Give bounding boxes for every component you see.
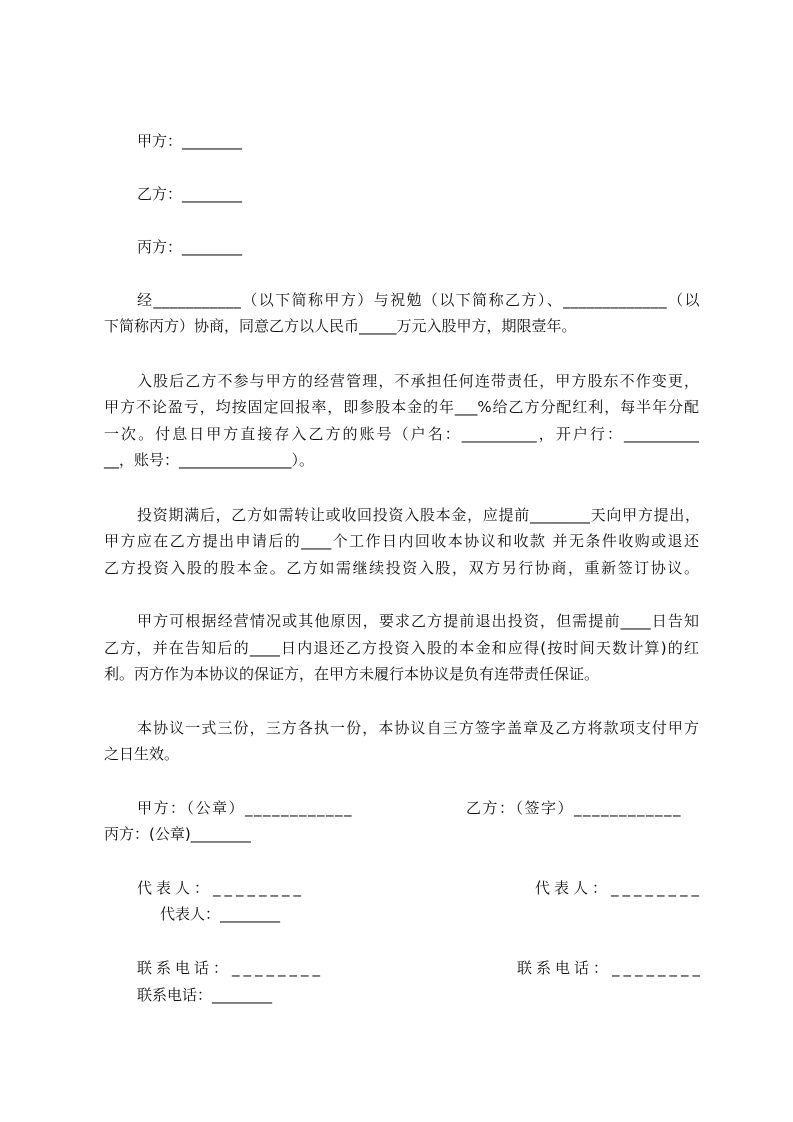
party-b-line: 乙方：________ xyxy=(137,185,243,203)
para2-line3: 一次。付息日甲方直接存入乙方的账号（户名：__________，开户行：__________ xyxy=(104,425,699,443)
para2-line2: 甲方不论盈亏，均按固定回报率，即参股本金的年___%给乙方分配红利，每半年分配 xyxy=(104,398,699,416)
party-a-line: 甲方：________ xyxy=(137,132,243,150)
para4-line2: 乙方，并在告知后的____日内退还乙方投资入股的本金和应得(按时间天数计算)的红 xyxy=(104,639,699,657)
para4-line1: 甲方可根据经营情况或其他原因，要求乙方提前退出投资，但需提前____日告知 xyxy=(137,612,699,630)
para1-line1: 经___________（以下简称甲方）与祝勉（以下简称乙方）、_____________（以 xyxy=(137,291,700,309)
party-b-sign-line: 乙方：（签字）____________ xyxy=(466,799,683,817)
para5-line1: 本协议一式三份，三方各执一份，本协议自三方签字盖章及乙方将款项支付甲方 xyxy=(137,719,699,737)
rep-b-line: 代表人：________ xyxy=(535,879,704,897)
rep-c-line: 代表人：________ xyxy=(160,905,281,923)
para2-line4: __，账号：_______________）。 xyxy=(104,451,315,469)
para3-line1: 投资期满后，乙方如需转让或收回投资入股本金，应提前________天向甲方提出， xyxy=(137,506,700,524)
para4-line3: 利。丙方作为本协议的保证方，在甲方未履行本协议是负有连带责任保证。 xyxy=(104,665,600,683)
phone-b-line: 联系电话：________ xyxy=(517,959,705,977)
phone-c-line: 联系电话：________ xyxy=(137,986,273,1004)
phone-a-line: 联系电话：________ xyxy=(137,959,325,977)
para3-line2: 甲方应在乙方提出申请后的____个工作日内回收本协议和收款 并无条件收购或退还 xyxy=(104,532,699,550)
party-a-seal-line: 甲方：（公章）____________ xyxy=(137,799,354,817)
para5-line2: 之日生效。 xyxy=(104,745,180,763)
party-c-seal-line: 丙方：(公章)________ xyxy=(104,825,251,843)
para1-line2: 下简称丙方）协商，同意乙方以人民币_____万元入股甲方，期限壹年。 xyxy=(104,317,577,335)
para2-line1: 入股后乙方不参与甲方的经营管理，不承担任何连带责任，甲方股东不作变更， xyxy=(137,372,699,390)
party-c-line: 丙方：________ xyxy=(137,238,243,256)
para3-line3: 乙方投资入股的股本金。乙方如需继续投资入股，双方另行协商，重新签订协议。 xyxy=(104,559,699,577)
rep-a-line: 代表人：________ xyxy=(137,879,306,897)
